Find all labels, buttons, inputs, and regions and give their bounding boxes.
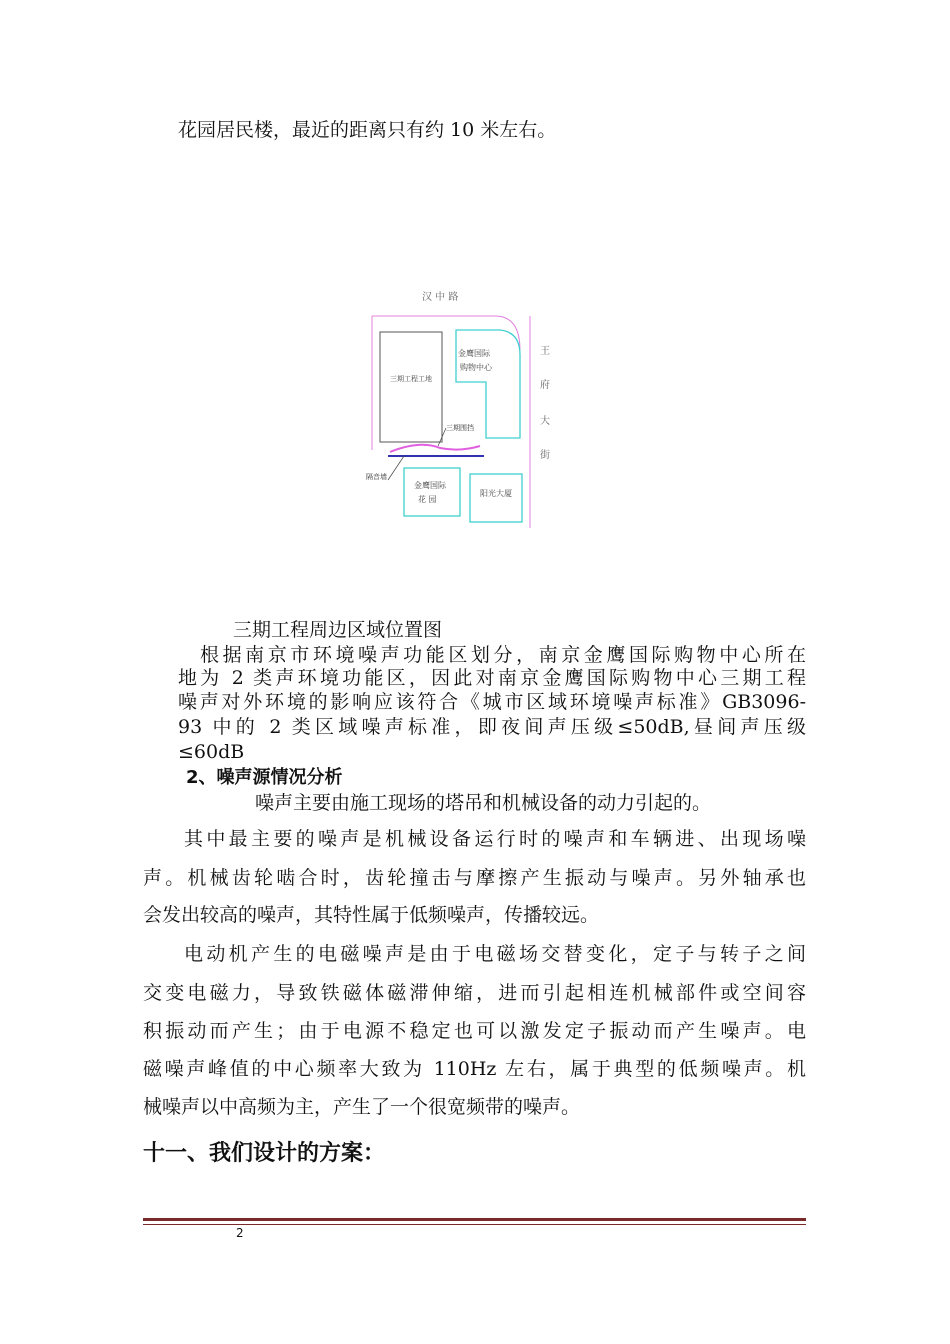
road-label-wangfu-3: 大 xyxy=(540,416,550,427)
mall-block xyxy=(456,330,520,438)
construction-site-label: 三期工程工地 xyxy=(390,375,432,383)
site-fence-line xyxy=(390,445,480,452)
para3-line1: 其中最主要的噪声是机械设备运行时的噪声和车辆进、出现场噪 xyxy=(184,828,806,850)
para1-line2: 地为 2 类声环境功能区，因此对南京金鹰国际购物中心三期工程 xyxy=(178,667,806,689)
para1-line4: 93 中的 2 类区域噪声标准，即夜间声压级≤50dB,昼间声压级 xyxy=(178,716,806,738)
sun-tower-label: 阳光大厦 xyxy=(480,489,512,498)
road-label-wangfu-1: 王 xyxy=(540,346,550,357)
garden-label-line2: 花 园 xyxy=(418,495,437,504)
sun-tower-block xyxy=(470,474,522,522)
mall-label-line1: 金鹰国际 xyxy=(458,349,490,358)
footer-rule-thin xyxy=(143,1224,806,1225)
para4-line3: 积振动而产生；由于电源不稳定也可以激发定子振动而产生噪声。电 xyxy=(143,1020,806,1042)
para4-line5: 械噪声以中高频为主，产生了一个很宽频带的噪声。 xyxy=(143,1096,581,1118)
para2: 噪声主要由施工现场的塔吊和机械设备的动力引起的。 xyxy=(255,792,712,814)
figure-caption: 三期工程周边区域位置图 xyxy=(233,619,443,641)
site-location-map xyxy=(360,280,560,530)
para4-line2: 交变电磁力，导致铁磁体磁滞伸缩，进而引起相连机械部件或空间容 xyxy=(143,982,806,1004)
road-label-wangfu-2: 府 xyxy=(540,380,550,391)
site-fence-label: 三期围挡 xyxy=(446,424,474,432)
page-number: 2 xyxy=(236,1226,244,1240)
sound-barrier-pointer xyxy=(388,456,404,480)
para1-line1: 根据南京市环境噪声功能区划分，南京金鹰国际购物中心所在 xyxy=(200,644,806,666)
road-edge-corner xyxy=(495,316,520,350)
garden-label-line1: 金鹰国际 xyxy=(414,481,446,490)
para3-line3: 会发出较高的噪声，其特性属于低频噪声，传播较远。 xyxy=(143,904,600,926)
sound-barrier-label: 隔音墙 xyxy=(366,473,387,481)
road-label-hanzhong: 汉 中 路 xyxy=(422,292,459,303)
para1-line5: ≤60dB xyxy=(178,741,245,763)
mall-label-line2: 购物中心 xyxy=(460,363,492,372)
para4-line4: 磁噪声峰值的中心频率大致为 110Hz 左右，属于典型的低频噪声。机 xyxy=(143,1058,806,1080)
construction-site-block xyxy=(380,332,442,442)
intro-line: 花园居民楼，最近的距离只有约 10 米左右。 xyxy=(178,119,557,141)
para4-line1: 电动机产生的电磁噪声是由于电磁场交替变化，定子与转子之间 xyxy=(184,943,806,965)
road-label-wangfu-4: 街 xyxy=(540,450,550,461)
para3-line2: 声。机械齿轮啮合时，齿轮撞击与摩擦产生振动与噪声。另外轴承也 xyxy=(143,867,806,889)
section-heading-eleven: 十一、我们设计的方案： xyxy=(143,1140,386,1166)
footer-rule-thick xyxy=(143,1218,806,1221)
para1-line3: 噪声对外环境的影响应该符合《城市区域环境噪声标准》GB3096- xyxy=(178,691,806,713)
subheading-noise-source: 2、噪声源情况分析 xyxy=(186,767,343,788)
garden-block xyxy=(404,468,460,516)
